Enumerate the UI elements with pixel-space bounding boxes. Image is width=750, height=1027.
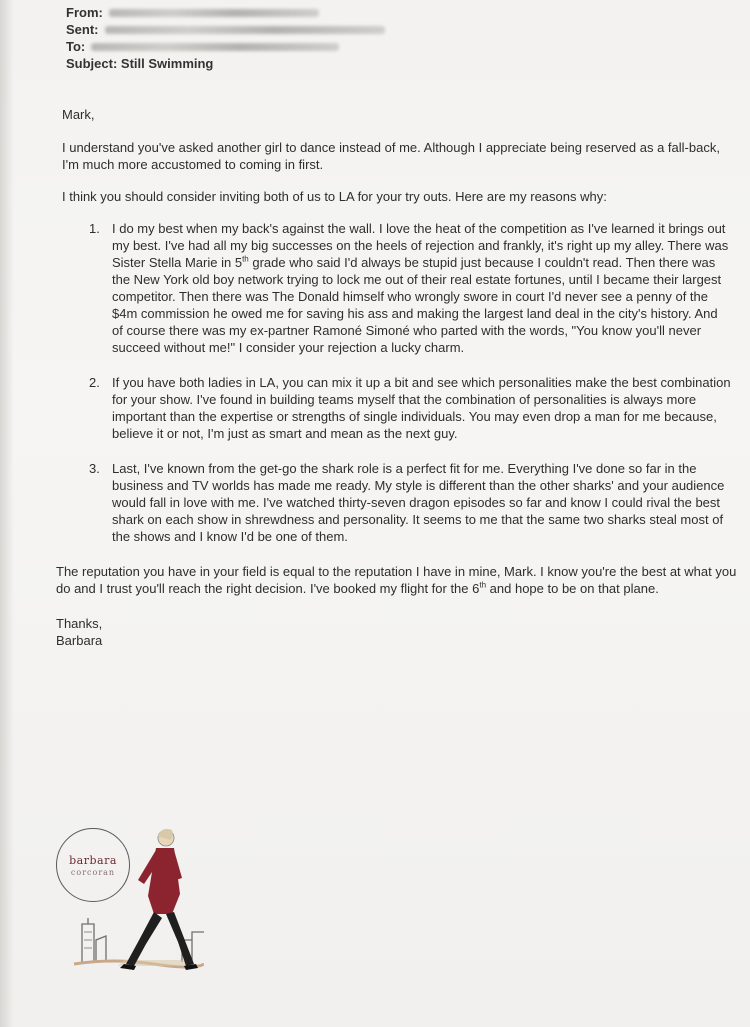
redacted-from bbox=[109, 9, 319, 17]
list-item bbox=[62, 460, 732, 545]
sent-label: Sent: bbox=[66, 22, 99, 37]
subject-label: Subject: bbox=[66, 56, 118, 71]
redacted-sent bbox=[105, 26, 385, 34]
logo-text-barbara: barbara bbox=[69, 853, 117, 867]
list-number: 2. bbox=[89, 375, 100, 390]
logo-text-corcoran: corcoran bbox=[70, 867, 116, 877]
redacted-to bbox=[91, 43, 339, 51]
sent-row bbox=[66, 21, 385, 38]
closing-paragraph: The reputation you have in your field is equal to the reputation I have in mine, Mark. I know you're the best at what you do and I trust you'll reach the right decision. I've booked my flight for the 6th and hope to be on that plane. bbox=[56, 564, 737, 596]
list-item bbox=[62, 220, 732, 356]
from-label: From: bbox=[66, 5, 103, 20]
to-row bbox=[66, 38, 385, 55]
list-number: 3. bbox=[89, 461, 100, 476]
signoff-thanks: Thanks, bbox=[56, 616, 103, 631]
email-header bbox=[66, 4, 385, 72]
list-text: Last, I've known from the get-go the shark role is a perfect fit for me. Everything I've done so far in the business and TV worlds has made me ready. My style is different than the other sharks' and your audience would fall in love with me. I've watched thirty-seven dragon episodes so far and know I could rival the best shark on each show in shrewdness and personality. It seems to me that the same two sharks steal most of the shows and I know I'd be one of them. bbox=[112, 461, 725, 544]
subject-row bbox=[66, 55, 385, 72]
list-item bbox=[62, 374, 732, 442]
page-edge-shadow bbox=[0, 0, 14, 1027]
paragraph-2: I think you should consider inviting both of us to LA for your try outs. Here are my reasons why: bbox=[62, 189, 607, 204]
signoff bbox=[56, 615, 726, 649]
list-number: 1. bbox=[89, 221, 100, 236]
from-row bbox=[66, 4, 385, 21]
paragraph-1: I understand you've asked another girl to dance instead of me. Although I appreciate being reserved as a fall-back, I'm much more accustomed to coming in first. bbox=[62, 140, 720, 172]
letter-body bbox=[56, 106, 737, 649]
to-label: To: bbox=[66, 39, 86, 54]
logo-seal bbox=[56, 828, 130, 902]
list-text: If you have both ladies in LA, you can mix it up a bit and see which personalities make the best combination for your show. I've found in building teams myself that the combination of personalities is always more important than the expertise or strengths of single individuals. You may even drop a man for me because, believe it or not, I'm just as smart and mean as the next guy. bbox=[112, 375, 731, 441]
corcoran-logo bbox=[54, 814, 192, 984]
list-text: I do my best when my back's against the wall. I love the heat of the competition as I've learned it brings out my best. I've had all my big successes on the heels of rejection and frankly, it's right up my alley. There was Sister Stella Marie in 5th grade who said I'd always be stupid just because I couldn't read. Then there was the New York old boy network trying to lock me out of their real estate fortunes, until I became their largest competitor. Then there was The Donald himself who wrongly swore in court I'd never see a penny of the $4m commission he owed me for saving his ass and making the largest land deal in the city's history. And of course there was my ex-partner Ramoné Simoné who parted with the words, "You know you'll never succeed without me!" I consider your rejection a lucky charm. bbox=[112, 221, 729, 355]
greeting: Mark, bbox=[62, 107, 95, 122]
signature-name: Barbara bbox=[56, 633, 103, 648]
reasons-list bbox=[62, 220, 732, 545]
subject-text: Still Swimming bbox=[120, 56, 214, 71]
